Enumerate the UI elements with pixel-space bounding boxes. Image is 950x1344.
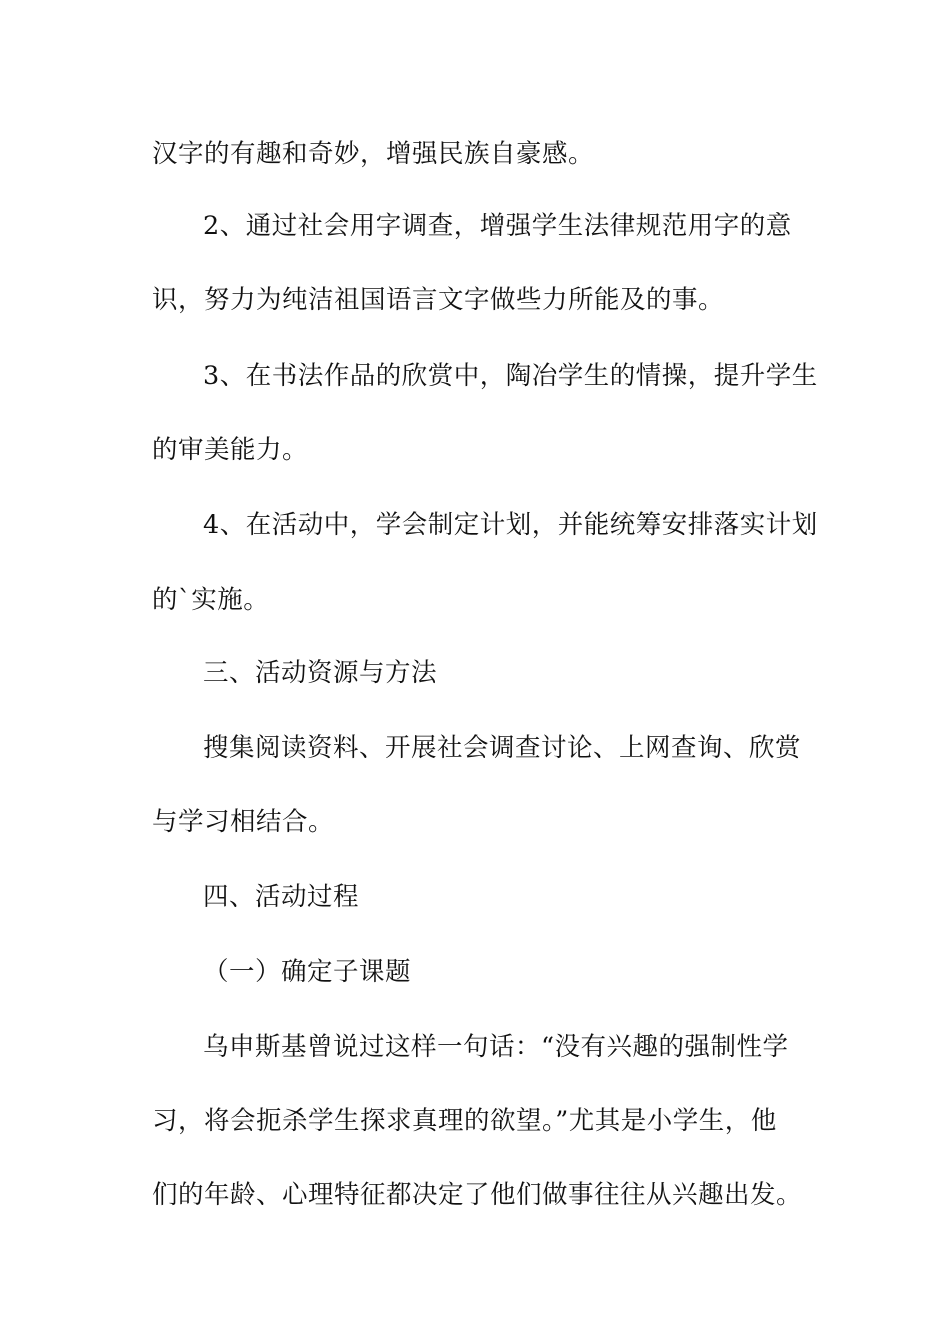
section-heading: 三、活动资源与方法 <box>203 658 438 688</box>
text-line: 4、在活动中，学会制定计划，并能统筹安排落实计划 <box>203 510 818 540</box>
text-line: 与学习相结合。 <box>152 807 335 837</box>
text-line: 习，将会扼杀学生探求真理的欲望。”尤其是小学生，他 <box>152 1106 777 1136</box>
text-line: 们的年龄、心理特征都决定了他们做事往往从兴趣出发。 <box>152 1180 803 1210</box>
text-line: 的`实施。 <box>152 585 270 615</box>
section-heading: 四、活动过程 <box>203 882 360 912</box>
text-line: 汉字的有趣和奇妙，增强民族自豪感。 <box>152 139 595 169</box>
text-line: 3、在书法作品的欣赏中，陶冶学生的情操，提升学生 <box>203 361 818 391</box>
text-line: 识，努力为纯洁祖国语言文字做些力所能及的事。 <box>152 285 725 315</box>
subsection-heading: （一）确定子课题 <box>203 957 412 987</box>
text-line: 2、通过社会用字调查，增强学生法律规范用字的意 <box>203 211 792 241</box>
text-line: 乌申斯基曾说过这样一句话：“没有兴趣的强制性学 <box>203 1032 789 1062</box>
text-line: 搜集阅读资料、开展社会调查讨论、上网查询、欣赏 <box>203 733 802 763</box>
text-line: 的审美能力。 <box>152 435 309 465</box>
